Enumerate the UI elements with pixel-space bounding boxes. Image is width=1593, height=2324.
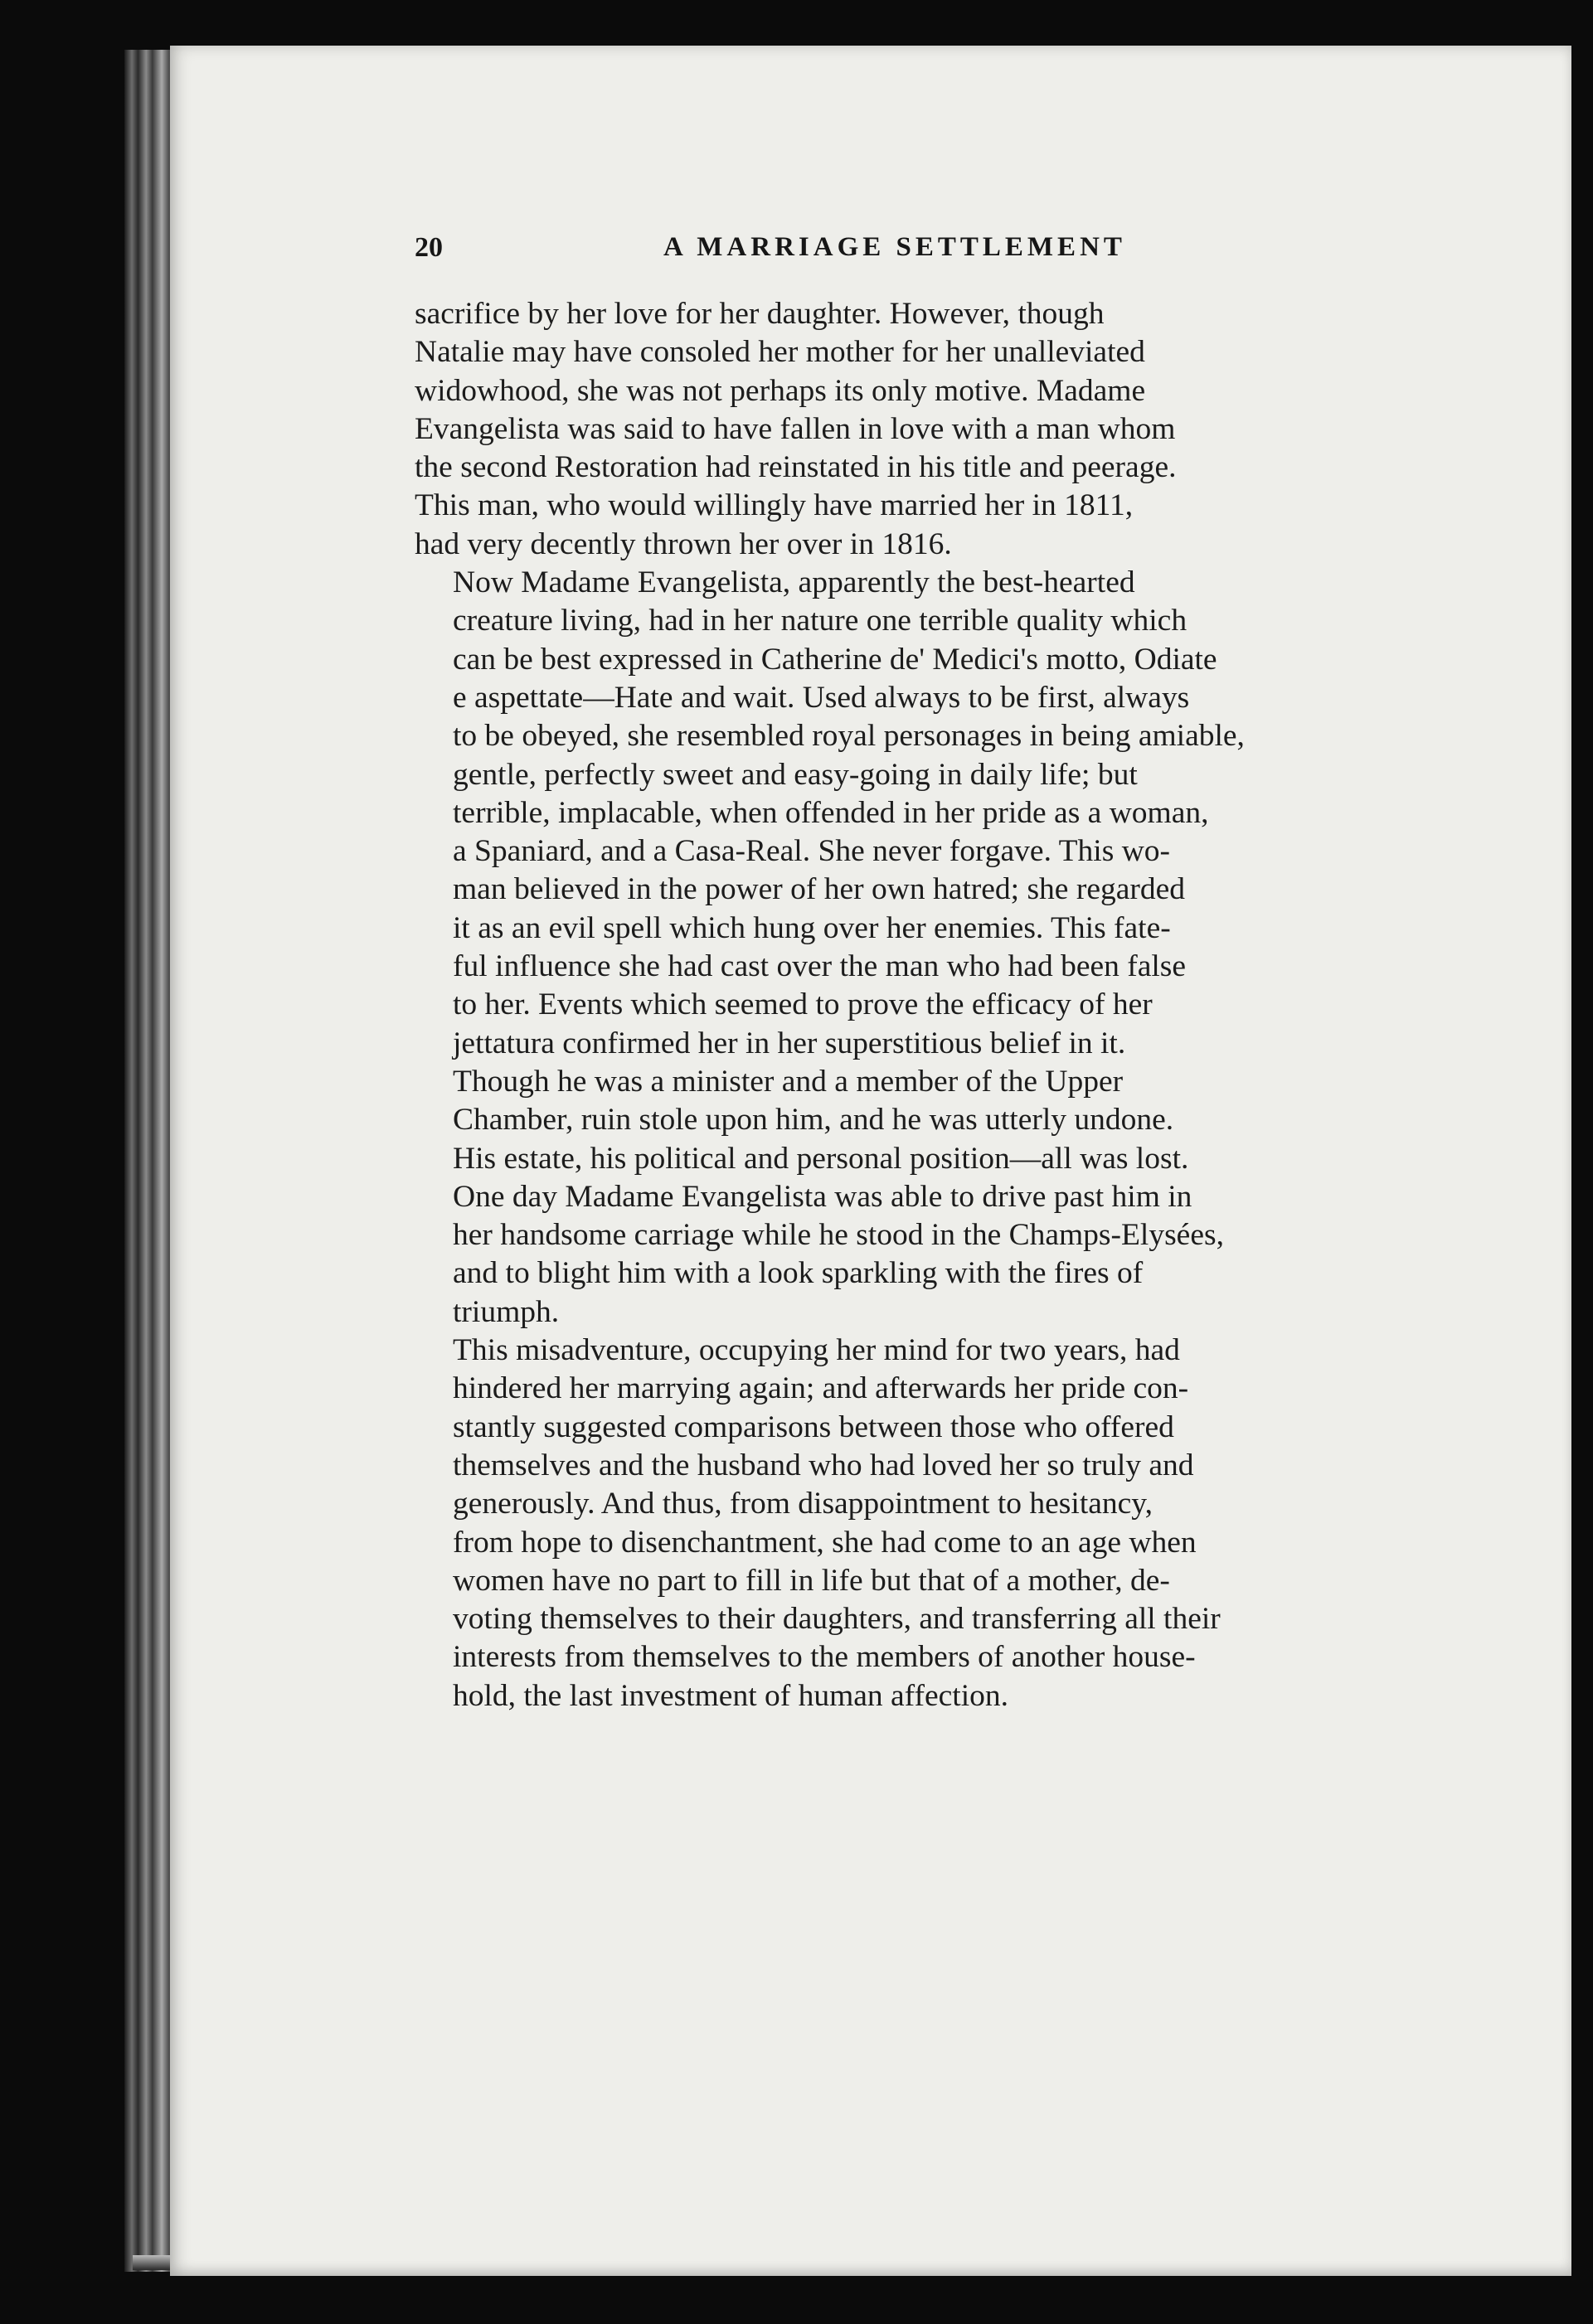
text-line: Chamber, ruin stole upon him, and he was utterly undone. xyxy=(453,1103,1174,1138)
text-line: terrible, implacable, when offended in her pride as a woman, xyxy=(453,795,1209,830)
text-line: This man, who would willingly have married her in 1811, xyxy=(415,488,1134,523)
text-line: jettatura confirmed her in her superstitious belief in it. xyxy=(453,1026,1126,1060)
text-line: widowhood, she was not perhaps its only motive. Madame xyxy=(415,373,1146,408)
text-line: Evangelista was said to have fallen in love with a man whom xyxy=(415,411,1176,446)
paragraph-2 xyxy=(415,564,1428,1332)
page-number: 20 xyxy=(415,232,443,263)
text-line: creature living, had in her nature one terrible quality which xyxy=(453,604,1187,638)
text-line: gentle, perfectly sweet and easy-going in daily life; but xyxy=(453,757,1138,792)
running-title: A MARRIAGE SETTLEMENT xyxy=(663,232,1126,262)
text-line: to be obeyed, she resembled royal personages in being amiable, xyxy=(453,719,1245,754)
text-line: women have no part to fill in life but that of a mother, de- xyxy=(453,1563,1170,1598)
text-line: ful influence she had cast over the man who had been false xyxy=(453,949,1187,984)
text-line: to her. Events which seemed to prove the efficacy of her xyxy=(453,987,1153,1022)
text-line: a Spaniard, and a Casa-Real. She never forgave. This wo- xyxy=(453,834,1171,869)
text-line: sacrifice by her love for her daughter. However, though xyxy=(415,297,1105,331)
text-line: Natalie may have consoled her mother for her unalleviated xyxy=(415,335,1145,370)
text-line: generously. And thus, from disappointment to hesitancy, xyxy=(453,1487,1153,1521)
text-line: Though he was a minister and a member of the Upper xyxy=(453,1064,1124,1099)
text-line: man believed in the power of her own hatred; she regarded xyxy=(453,872,1185,907)
text-line: triumph. xyxy=(453,1294,560,1329)
text-line: had very decently thrown her over in 1816. xyxy=(415,526,952,561)
text-line: voting themselves to their daughters, and transferring all their xyxy=(453,1602,1221,1637)
text-line: can be best expressed in Catherine de' Medici's motto, Odiate xyxy=(453,642,1217,677)
text-line: Now Madame Evangelista, apparently the best-hearted xyxy=(453,565,1135,600)
text-line: hindered her marrying again; and afterwards her pride con- xyxy=(453,1371,1189,1406)
text-line: This misadventure, occupying her mind for two years, had xyxy=(453,1333,1180,1368)
page-header xyxy=(415,232,1426,274)
text-line: e aspettate—Hate and wait. Used always to be first, always xyxy=(453,680,1190,715)
body-text xyxy=(415,295,1428,1715)
paragraph-1 xyxy=(415,295,1428,564)
paragraph-3 xyxy=(415,1332,1428,1715)
text-line: from hope to disenchantment, she had come to an age when xyxy=(453,1525,1197,1560)
text-line: and to blight him with a look sparkling with the fires of xyxy=(453,1256,1144,1291)
text-line: hold, the last investment of human affection. xyxy=(453,1678,1008,1713)
text-line: her handsome carriage while he stood in the Champs-Elysées, xyxy=(453,1218,1224,1253)
text-line: interests from themselves to the members of another house- xyxy=(453,1640,1196,1675)
text-line: the second Restoration had reinstated in his title and peerage. xyxy=(415,450,1177,485)
text-line: One day Madame Evangelista was able to drive past him in xyxy=(453,1179,1192,1214)
text-line: His estate, his political and personal position—all was lost. xyxy=(453,1141,1189,1176)
text-line: it as an evil spell which hung over her enemies. This fate- xyxy=(453,910,1171,945)
text-line: themselves and the husband who had loved her so truly and xyxy=(453,1448,1194,1482)
text-line: stantly suggested comparisons between those who offered xyxy=(453,1409,1174,1444)
